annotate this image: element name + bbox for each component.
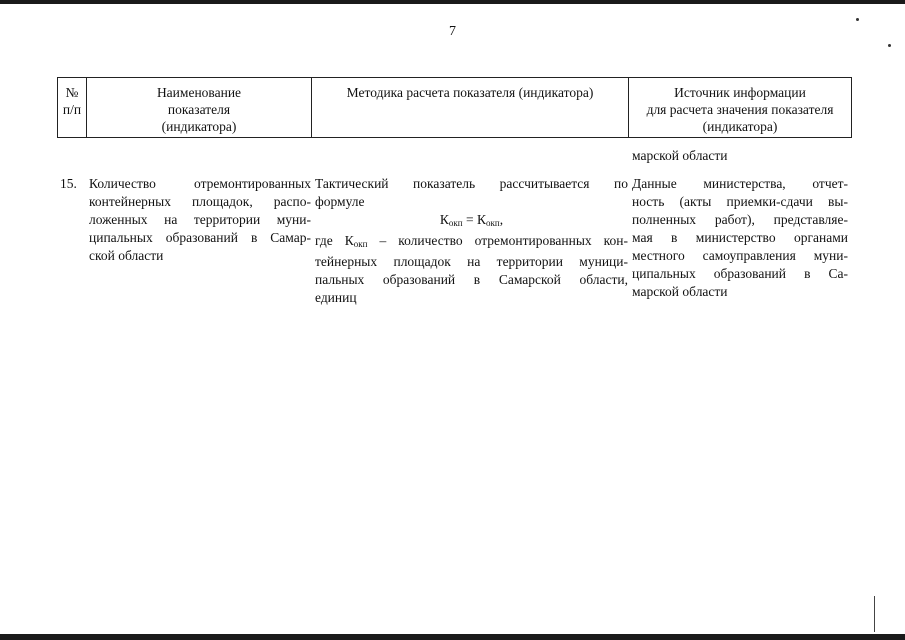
header-name bbox=[87, 84, 311, 135]
text-line: ность (акты приемки-сдачи вы- bbox=[632, 194, 848, 209]
text-line: мая в министерство органами bbox=[632, 230, 848, 245]
text-line: ципальных образований в Са- bbox=[632, 266, 848, 281]
text-line: Тактический показатель рассчитывается по bbox=[315, 176, 628, 191]
formula-subscript: окп bbox=[353, 239, 368, 249]
header-text: (индикатора) bbox=[161, 119, 237, 134]
text-line: контейнерных площадок, распо- bbox=[89, 194, 311, 209]
text-line: местного самоуправления муни- bbox=[632, 248, 848, 263]
formula-subscript: окп bbox=[486, 218, 500, 228]
text-line bbox=[315, 232, 628, 253]
calculation-method bbox=[315, 175, 628, 307]
formula bbox=[315, 211, 628, 232]
information-source bbox=[632, 175, 848, 301]
text-line: ципальных образований в Самар- bbox=[89, 230, 311, 245]
scan-speck bbox=[856, 18, 859, 21]
formula-symbol: К bbox=[439, 212, 449, 227]
header-text: Методика расчета показателя (индикатора) bbox=[346, 85, 594, 100]
header-number bbox=[58, 84, 86, 118]
header-method bbox=[312, 84, 628, 101]
text-line: полненных работ), представляе- bbox=[632, 212, 848, 227]
header-text: для расчета значения показателя bbox=[646, 102, 834, 117]
page-number: 7 bbox=[449, 24, 456, 39]
header-text: Наименование bbox=[156, 85, 242, 100]
scan-speck bbox=[888, 44, 891, 47]
row-number: 15. bbox=[60, 176, 77, 191]
text-line: формуле bbox=[315, 194, 365, 209]
formula-subscript: окп bbox=[448, 218, 463, 228]
header-source bbox=[629, 84, 851, 135]
header-text: показателя bbox=[167, 102, 231, 117]
top-border bbox=[0, 0, 905, 4]
text-line: марской области bbox=[632, 284, 728, 299]
text-line: Данные министерства, отчет- bbox=[632, 176, 848, 191]
continuation-text: марской области bbox=[632, 148, 728, 163]
text-line: ложенных на территории муни- bbox=[89, 212, 311, 227]
text-line: ской области bbox=[89, 248, 164, 263]
scan-edge-line bbox=[874, 596, 875, 632]
text-line: Количество отремонтированных bbox=[89, 176, 311, 191]
indicator-name bbox=[89, 175, 311, 265]
header-text: (индикатора) bbox=[702, 119, 778, 134]
bottom-border bbox=[0, 634, 905, 640]
text-line: пальных образований в Самарской области, bbox=[315, 272, 628, 287]
header-text: Источник информации bbox=[674, 85, 806, 100]
text-line: единиц bbox=[315, 290, 357, 305]
text-fragment: – количество отремонтированных кон- bbox=[367, 233, 628, 248]
formula-symbol: = К bbox=[462, 212, 486, 227]
table-header bbox=[57, 77, 852, 138]
header-text: № bbox=[65, 85, 79, 100]
formula-symbol: , bbox=[499, 212, 504, 227]
text-fragment: где К bbox=[315, 233, 354, 248]
header-text: п/п bbox=[62, 102, 82, 117]
text-line: тейнерных площадок на территории муници- bbox=[315, 254, 628, 269]
